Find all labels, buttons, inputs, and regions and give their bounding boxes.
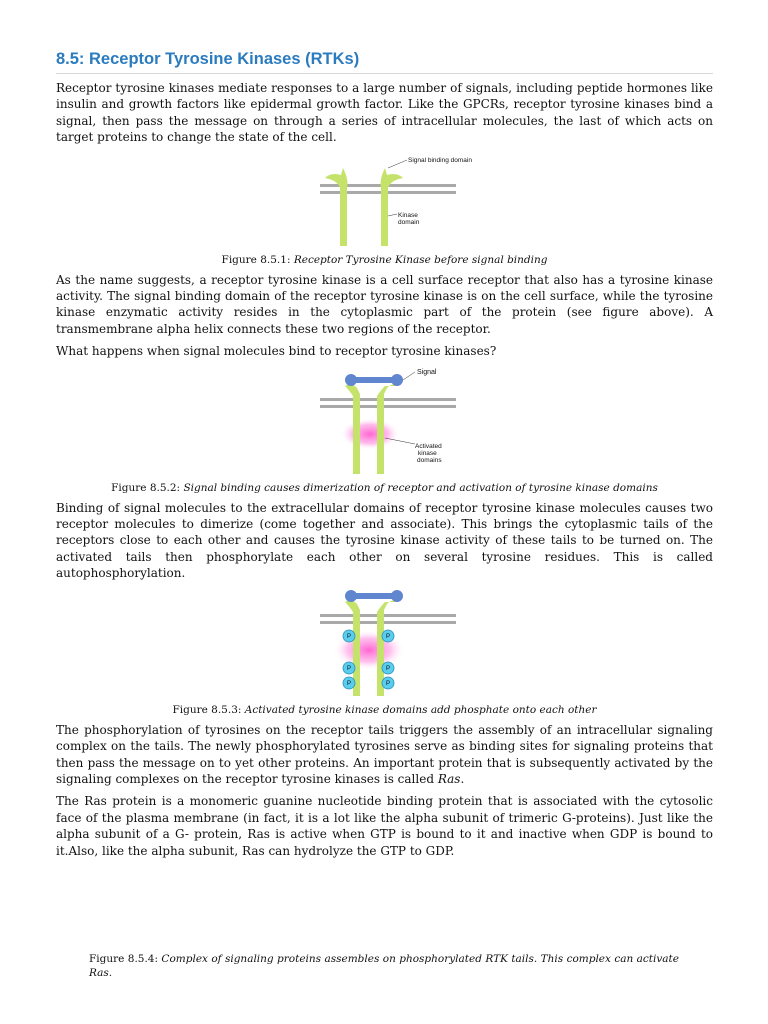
label-activated: Activated	[414, 442, 442, 450]
signal-end-right	[391, 374, 403, 386]
section-title: 8.5: Receptor Tyrosine Kinases (RTKs)	[56, 50, 713, 74]
phosphate-label: P	[346, 665, 351, 672]
label-kinase: kinase	[417, 449, 437, 457]
phosphate-label: P	[385, 680, 390, 687]
rtk-before-binding-diagram	[285, 154, 485, 250]
label-kinase: Kinase	[397, 211, 418, 219]
page-content	[56, 50, 713, 859]
membrane-inner-line	[320, 621, 456, 624]
figure-caption-3: Figure 8.5.3: Activated tyrosine kinase domains add phosphate onto each other	[172, 703, 597, 716]
signal-molecule-bar	[351, 377, 397, 383]
signal-end-left	[345, 590, 357, 602]
paragraph-intro: Receptor tyrosine kinases mediate responses to a large number of signals, including peptide hormones like insulin and growth factors like epidermal growth factor. Like the GPCRs, receptor tyrosine kinases bind a signal, then pass the message on through a series of intracellular molecules, the last of which acts on target proteins to change the state of the cell.	[56, 81, 713, 145]
receptor-right	[380, 168, 403, 246]
phosphate-label: P	[385, 665, 390, 672]
activation-glow	[340, 418, 400, 450]
signal-molecule-bar	[351, 593, 397, 599]
membrane-outer-line	[320, 614, 456, 617]
phosphate-label: P	[346, 680, 351, 687]
label-signal-binding-domain: Signal binding domain	[407, 156, 472, 164]
paragraph-question: What happens when signal molecules bind to receptor tyrosine kinases?	[56, 344, 497, 359]
membrane-inner-line	[320, 405, 456, 408]
label-domains: domains	[416, 456, 442, 464]
figure-signal-dimerization	[285, 364, 485, 476]
paragraph-dimerization: Binding of signal molecules to the extracellular domains of receptor tyrosine kinase molecules causes two receptor molecules to dimerize (come together and associate). This brings the cytoplasmic tails of the receptors close to each other and causes the tyrosine kinase activity of these tails to be turned on. The activated tails then phosphorylate each other on several tyrosine residues. This is called autophosphorylation.	[56, 500, 713, 581]
paragraph-signaling-complex: The phosphorylation of tyrosines on the receptor tails triggers the assembly of an intracellular signaling complex on the tails. The newly phosphorylated tyrosines serve as binding sites for signaling proteins that then pass the message on to yet other proteins. An important protein that is subsequently activated by the signaling complexes on the receptor tyrosine kinases is called Ras.	[56, 722, 713, 786]
label-domain: domain	[397, 218, 419, 226]
membrane-outer-line	[320, 398, 456, 401]
figure-caption-4: Figure 8.5.4: Complex of signaling proteins assembles on phosphorylated RTK tails. This complex can activate Ras.	[89, 953, 679, 979]
autophosphorylation-diagram	[285, 590, 485, 698]
paragraph-name-suggests: As the name suggests, a receptor tyrosine kinase is a cell surface receptor that also has a tyrosine kinase activity. The signal binding domain of the receptor tyrosine kinase is on the cell surface, while the tyrosine kinase enzymatic activity resides in the cytoplasmic part of the protein (see figure above). A transmembrane alpha helix connects these two regions of the receptor.	[56, 272, 713, 336]
signal-end-right	[391, 590, 403, 602]
figure-autophosphorylation	[285, 590, 485, 698]
figure-caption-2: Figure 8.5.2: Signal binding causes dimerization of receptor and activation of tyrosine kinase domains	[111, 481, 658, 494]
phosphate-label: P	[346, 633, 351, 640]
label-signal: Signal	[416, 368, 436, 376]
receptor-left	[325, 168, 348, 246]
paragraph-ras-protein: The Ras protein is a monomeric guanine nucleotide binding protein that is associated with the cytosolic face of the plasma membrane (in fact, it is a lot like the alpha subunit of trimeric G-proteins). Just like the alpha subunit of a G- protein, Ras is active when GTP is bound to it and inactive when GDP is bound to it.Also, like the alpha subunit, Ras can hydrolyze the GTP to GDP.	[56, 794, 713, 858]
signal-end-left	[345, 374, 357, 386]
signal-dimerization-diagram	[285, 364, 485, 476]
figure-caption-1: Figure 8.5.1: Receptor Tyrosine Kinase before signal binding	[221, 253, 548, 266]
phosphate-label: P	[385, 633, 390, 640]
figure-rtk-before-binding	[285, 154, 485, 250]
